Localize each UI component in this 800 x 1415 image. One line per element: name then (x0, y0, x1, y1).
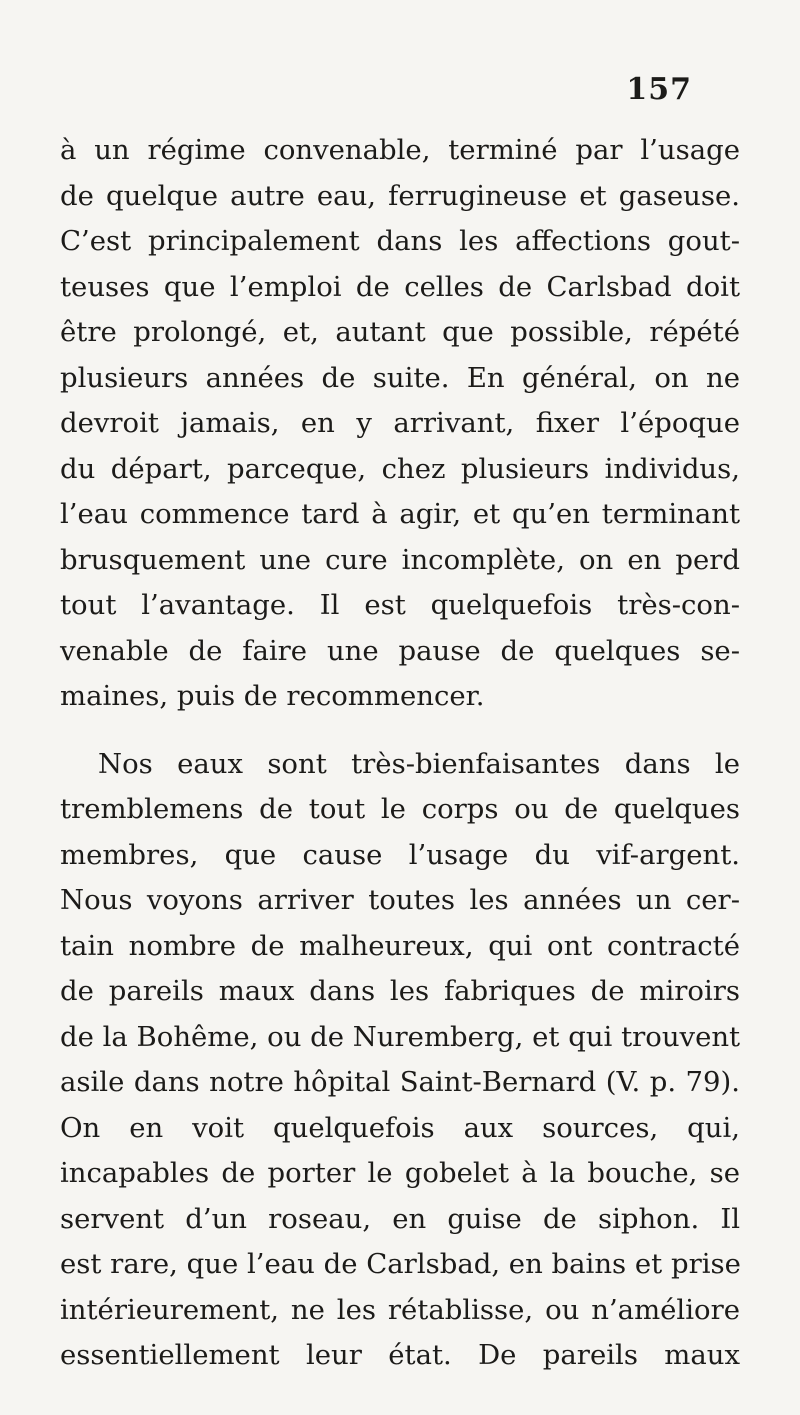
text-line: On en voit quelquefois aux sources, qui, (60, 1111, 740, 1144)
text-line: brusquement une cure incomplète, on en perd (60, 543, 740, 576)
text-line: est rare, que l’eau de Carlsbad, en bains et prise (60, 1248, 741, 1280)
text-line: être prolongé, et, autant que possible, répété (60, 316, 740, 348)
text-line: à un régime convenable, terminé par l’usage (60, 134, 740, 166)
text-line: asile dans notre hôpital Saint-Bernard (V. p. 79). (60, 1066, 740, 1098)
text-line: de la Bohême, ou de Nuremberg, et qui trouvent (60, 1020, 741, 1053)
text-line: membres, que cause l’usage du vif-argent. (60, 838, 740, 871)
text-line: intérieurement, ne les rétablisse, ou n’améliore (60, 1293, 740, 1326)
paragraph (60, 128, 740, 720)
paragraph-gap (60, 720, 740, 742)
text-line: l’eau commence tard à agir, et qu’en terminant (60, 498, 740, 530)
text-line: Nos eaux sont très-bienfaisantes dans le (98, 747, 740, 780)
text-line: plusieurs années de suite. En général, on ne (60, 361, 740, 394)
text-line: C’est principalement dans les affections gout- (60, 225, 740, 257)
text-line: de quelque autre eau, ferrugineuse et gaseuse. (60, 179, 740, 212)
page-number: 157 (626, 72, 692, 107)
text-line: servent d’un roseau, en guise de siphon. Il (60, 1202, 740, 1235)
text-line: essentiellement leur état. De pareils maux (60, 1339, 740, 1371)
text-line: teuses que l’emploi de celles de Carlsbad doit (60, 270, 740, 303)
text-line: tain nombre de malheureux, qui ont contracté (60, 929, 740, 962)
text-line: venable de faire une pause de quelques se- (60, 634, 740, 667)
body-text (60, 128, 740, 1379)
text-line: tremblemens de tout le corps ou de quelques (60, 793, 740, 825)
text-line: devroit jamais, en y arrivant, fixer l’époque (60, 407, 740, 439)
paragraph (60, 742, 740, 1379)
text-line: incapables de porter le gobelet à la bouche, se (60, 1157, 740, 1189)
text-line: Nous voyons arriver toutes les années un cer- (60, 884, 740, 916)
text-line: du départ, parceque, chez plusieurs individus, (60, 452, 740, 485)
text-line: de pareils maux dans les fabriques de miroirs (60, 975, 740, 1007)
text-line: maines, puis de recommencer. (60, 680, 485, 712)
text-line: tout l’avantage. Il est quelquefois très-con- (60, 589, 740, 621)
